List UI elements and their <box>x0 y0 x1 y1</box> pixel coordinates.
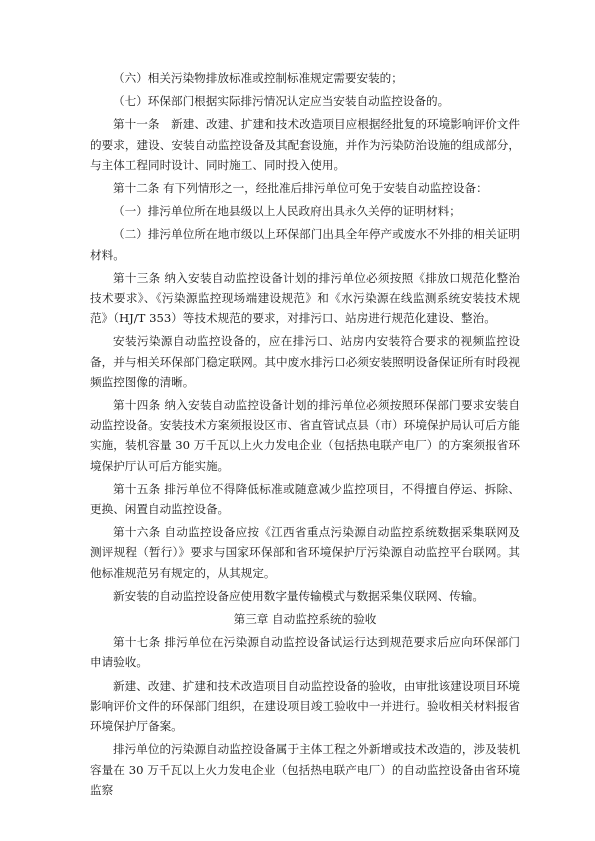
article-15: 第十五条 排污单位不得降低标准或随意减少监控项目，不得擅自停运、拆除、更换、闲置自动监控设备。 <box>90 481 520 517</box>
article-17-retrofit: 排污单位的污染源自动监控设备属于主体工程之外新增或技术改造的，涉及装机容量在 30 万千瓦以上火力发电企业（包括热电联产电厂）的自动监控设备由省环境监察 <box>90 742 520 797</box>
paragraph-item-7: （七）环保部门根据实际排污情况认定应当安装自动监控设备的。 <box>113 94 450 109</box>
document-page <box>90 68 520 803</box>
article-17: 第十七条 排污单位在污染源自动监控设备试运行达到规范要求后应向环保部门申请验收。 <box>90 635 520 670</box>
chapter-heading: 第三章 自动监控系统的验收 <box>233 612 377 627</box>
article-13-video-monitoring: 安装污染源自动监控设备的，应在排污口、站房内安装符合要求的视频监控设备，并与相关环保部门稳定联网。其中废水排污口必须安装照明设备保证所有时段视频监控图像的清晰。 <box>90 334 520 389</box>
article-14: 第十四条 纳入安装自动监控设备计划的排污单位必须按照环保部门要求安装自动监控设备。安装技术方案须报设区市、省直管试点县（市）环境保护局认可后方能实施，装机容量 30 万千瓦以上火力发电企业（包括热电联产电厂）的方案须报省环境保护厅认可后方能实施。 <box>90 398 520 473</box>
paragraph-item-6: （六）相关污染物排放标准或控制标准规定需要安装的； <box>113 71 403 85</box>
article-16: 第十六条 自动监控设备应按《江西省重点污染源自动监控系统数据采集联网及测评规程（暂行）》要求与国家环保部和省环境保护厅污染源自动监控平台联网。其他标准规范另有规定的，从其规定。 <box>90 525 520 580</box>
article-13: 第十三条 纳入安装自动监控设备计划的排污单位必须按照《排放口规范化整治技术要求》、《污染源监控现场端建设规范》和《水污染源在线监测系统安装技术规范》（HJ/T 353）等技术规范的要求，对排污口、站房进行规范化建设、整治。 <box>90 270 520 326</box>
article-12: 第十二条 有下列情形之一，经批准后排污单位可免于安装自动监控设备： <box>113 181 488 196</box>
article-12-item-2: （二）排污单位所在地市级以上环保部门出具全年停产或废水不外排的相关证明材料。 <box>90 227 520 262</box>
article-17-new-projects: 新建、改建、扩建和技术改造项目自动监控设备的验收，由审批该建设项目环境影响评价文件的环保部门组织，在建设项目竣工验收中一并进行。验收相关材料报省环境保护厅备案。 <box>90 678 520 734</box>
article-16-digital-transmission: 新安装的自动监控设备应使用数字量传输模式与数据采集仪联网、传输。 <box>113 588 485 603</box>
article-12-item-1: （一）排污单位所在地县级以上人民政府出具永久关停的证明材料； <box>113 204 461 219</box>
article-11: 第十一条 新建、改建、扩建和技术改造项目应根据经批复的环境影响评价文件的要求，建设、安装自动监控设备及其配套设施，并作为污染防治设施的组成部分，与主体工程同时设计、同时施工、同时投入使用。 <box>90 117 520 172</box>
